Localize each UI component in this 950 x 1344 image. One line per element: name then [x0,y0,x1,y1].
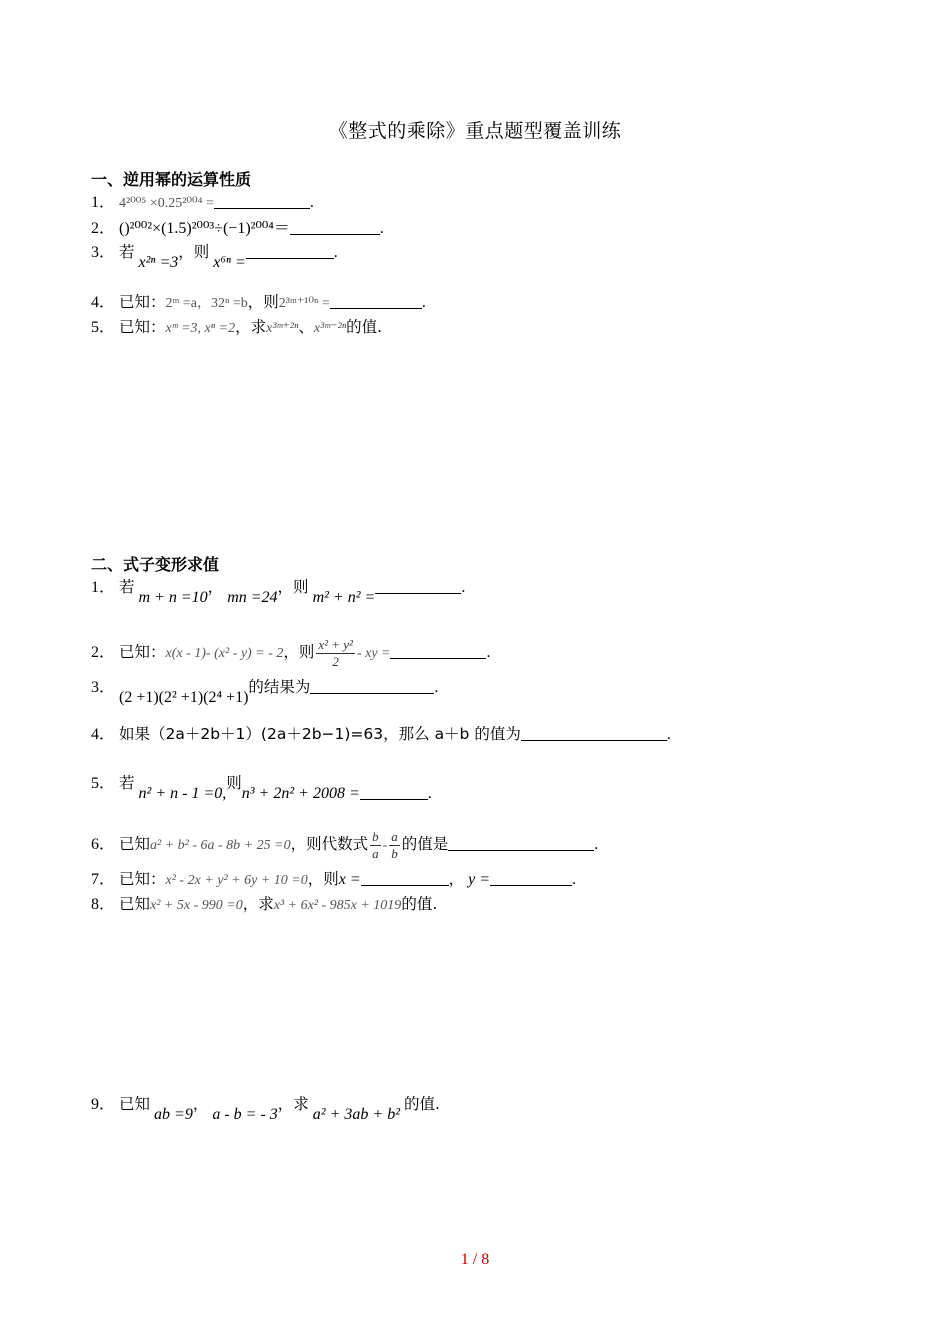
expression: x(x - 1)- (x² - y) = - 2 [165,646,284,662]
expression: n² + n - 1 =0, [138,785,227,802]
answer-blank [448,836,594,851]
expression: mn =24 [227,589,278,606]
answer-blank [330,294,422,309]
expression: 2³ᵐ⁺¹⁰ⁿ = [278,296,330,311]
answer-blank [490,871,572,886]
expression: x²ⁿ =3 [138,254,179,271]
section-heading-1: 一、逆用幂的运算性质 [91,170,252,189]
expression: x³ᵐ⁻²ⁿ [313,321,347,336]
s1-question-2: 2． ()²⁰⁰²×(1.5)²⁰⁰³÷(−1)²⁰⁰⁴＝ . [91,220,384,237]
answer-blank [375,579,461,594]
expression: (2 +1)(2² +1)(2⁴ +1) [119,689,249,706]
s2-question-4: 4． 如果（2a＋2b＋1）(2a＋2b−1)=63，那么 a＋b 的值为 . [91,725,671,743]
expression: ()²⁰⁰²×(1.5)²⁰⁰³÷(−1)²⁰⁰⁴＝ [119,220,290,237]
s1-question-4: 4． 已知：2ᵐ =a，32ⁿ =b，则2³ᵐ⁺¹⁰ⁿ = . [91,293,426,311]
s2-question-9: 9． 已知 ab =9， a - b = - 3，求 a² + 3ab + b² 的值. [91,1095,440,1123]
answer-blank [360,785,428,800]
s2-question-1: 1． 若 m + n =10， mn =24，则 m² + n² =. [91,578,466,606]
answer-blank [361,871,449,886]
expression: x³ + 6x² - 985x + 1019 [273,898,402,913]
s2-question-7: 7． 已知：x² - 2x + y² + 6y + 10 =0，则x = ， y = . [91,870,577,888]
expression: m + n =10 [138,589,208,606]
expression: ab =9 [154,1106,193,1123]
expression: a - b = - 3 [212,1106,278,1123]
answer-blank [214,194,310,209]
expression: xᵐ =3, xⁿ =2 [165,321,236,336]
s1-question-5: 5． 已知：xᵐ =3, xⁿ =2，求x³ᵐ⁺²ⁿ、x³ᵐ⁻²ⁿ的值. [91,318,383,336]
page-title: 《整式的乘除》重点题型覆盖训练 [328,120,622,142]
expression: 4²⁰⁰⁵ ×0.25²⁰⁰⁴ = [119,196,214,211]
expression: n³ + 2n² + 2008 = [241,785,360,802]
s2-question-2: 2． 已知：x(x - 1)- (x² - y) = - 2，则 $\frac{\text{x² + y²}}{2}$ - xy = . [91,637,491,669]
question-text: 如果（2a＋2b＋1）(2a＋2b−1)=63，那么 a＋b 的值为 [119,725,521,743]
expression: x³ᵐ⁺²ⁿ [266,321,299,336]
expression: x² - 2x + y² + 6y + 10 =0 [165,873,308,888]
answer-blank [521,726,667,741]
answer-blank [246,244,334,259]
expression: x² + 5x - 990 =0 [150,898,243,913]
expression: x⁶ⁿ = [213,254,246,271]
expression: a² + b² - 6a - 8b + 25 =0 [150,838,291,854]
s2-question-5: 5． 若 n² + n - 1 =0,则n³ + 2n² + 2008 = . [91,774,432,802]
s2-question-8: 8． 已知x² + 5x - 990 =0，求x³ + 6x² - 985x + 1019的值. [91,895,438,913]
answer-blank [310,679,434,694]
s2-question-3: 3．(2 +1)(2² +1)(2⁴ +1)的结果为 . [91,678,439,706]
fraction: $\frac{\text{x² + y²}}{2}$ [318,637,353,669]
expression: m² + n² = [312,589,376,606]
expression: - xy = [356,646,391,662]
s2-question-6: 6． 已知a² + b² - 6a - 8b + 25 =0，则代数式 $\frac{b}{a}$ - $\frac{a}{b}$ 的值是 . [91,829,599,861]
s1-question-1: 1． 4²⁰⁰⁵ ×0.25²⁰⁰⁴ = . [91,194,314,211]
section-heading-2: 二、式子变形求值 [91,555,220,574]
answer-blank [390,644,486,659]
fraction: $\frac{b}{a}$ [372,829,379,861]
s1-question-3: 3． 若 x²ⁿ =3，则 x⁶ⁿ =. [91,243,338,271]
expression: a² + 3ab + b² [312,1106,400,1123]
answer-blank [290,220,380,235]
page-number: 1 / 8 [460,1251,490,1268]
expression: 2ᵐ =a，32ⁿ =b [165,296,248,311]
fraction: $\frac{a}{b}$ [391,829,398,861]
